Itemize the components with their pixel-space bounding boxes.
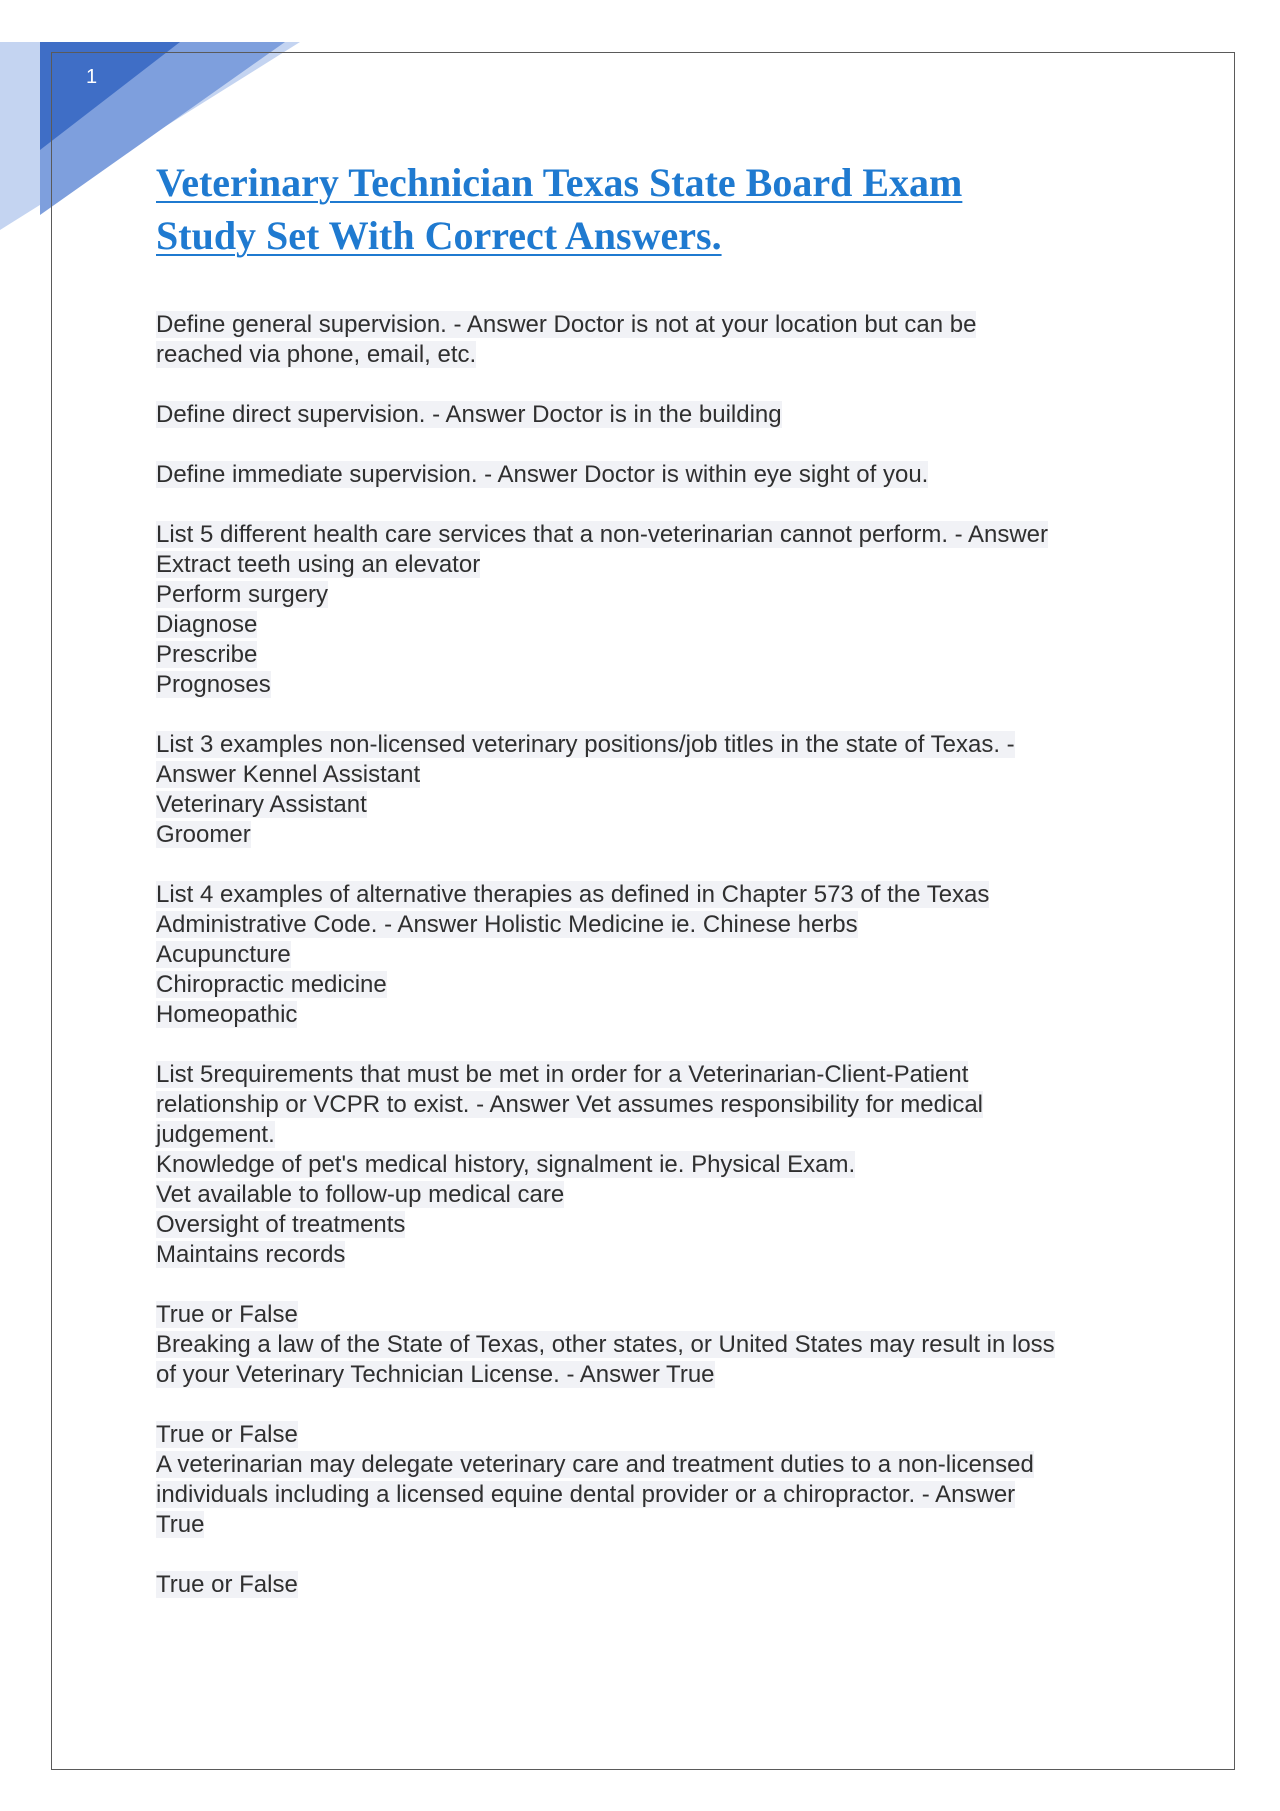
- qa-answer-line: [156, 1210, 1146, 1240]
- qa-text: Administrative Code. - Answer Holistic Medicine ie. Chinese herbs: [156, 911, 858, 938]
- qa-answer-line: [156, 580, 1146, 610]
- qa-text: Homeopathic: [156, 1001, 298, 1028]
- qa-text: Chiropractic medicine: [156, 971, 387, 998]
- qa-text: Define direct supervision. - Answer Doctor is in the building: [156, 401, 782, 428]
- qa-text: Maintains records: [156, 1241, 346, 1268]
- qa-text: True or False: [156, 1421, 298, 1448]
- qa-text: List 4 examples of alternative therapies as defined in Chapter 573 of the Texas: [156, 881, 990, 908]
- qa-answer-line: [156, 940, 1146, 970]
- qa-text: True: [156, 1511, 205, 1538]
- qa-text: List 3 examples non-licensed veterinary positions/job titles in the state of Texas. -: [156, 731, 1015, 758]
- qa-answer-line: [156, 1090, 1146, 1120]
- qa-answer-line: [156, 1450, 1146, 1480]
- qa-text: judgement.: [156, 1121, 275, 1148]
- title-line: Veterinary Technician Texas State Board Exam: [156, 160, 963, 205]
- document-title[interactable]: [156, 156, 1116, 262]
- qa-question-line: [156, 520, 1146, 550]
- qa-answer-line: [156, 1000, 1146, 1030]
- qa-text: True or False: [156, 1571, 298, 1598]
- qa-text: A veterinarian may delegate veterinary care and treatment duties to a non-licensed: [156, 1451, 1034, 1478]
- qa-item: [156, 730, 1146, 850]
- qa-answer-line: [156, 1240, 1146, 1270]
- page-number: 1: [86, 66, 98, 88]
- qa-text: Oversight of treatments: [156, 1211, 406, 1238]
- qa-text: Breaking a law of the State of Texas, other states, or United States may result in loss: [156, 1331, 1055, 1358]
- qa-text: Define immediate supervision. - Answer Doctor is within eye sight of you.: [156, 461, 929, 488]
- qa-answer-line: [156, 610, 1146, 640]
- qa-text: Diagnose: [156, 611, 258, 638]
- qa-question-line: [156, 1570, 1146, 1600]
- qa-answer-line: [156, 1480, 1146, 1510]
- qa-question-line: [156, 1300, 1146, 1330]
- qa-answer-line: [156, 1150, 1146, 1180]
- qa-text: List 5 different health care services that a non-veterinarian cannot perform. - Answer: [156, 521, 1049, 548]
- qa-item: [156, 460, 1146, 490]
- qa-text: individuals including a licensed equine dental provider or a chiropractor. - Answer: [156, 1481, 1016, 1508]
- qa-answer-line: [156, 340, 1146, 370]
- qa-question-line: [156, 880, 1146, 910]
- qa-question-line: [156, 460, 1146, 490]
- qa-answer-line: [156, 970, 1146, 1000]
- qa-item: [156, 1300, 1146, 1390]
- qa-text: Prognoses: [156, 671, 271, 698]
- qa-item: [156, 310, 1146, 370]
- qa-text: Vet available to follow-up medical care: [156, 1181, 565, 1208]
- qa-text: of your Veterinary Technician License. - Answer True: [156, 1361, 715, 1388]
- qa-item: [156, 520, 1146, 700]
- qa-answer-line: [156, 670, 1146, 700]
- qa-list: [156, 310, 1146, 1630]
- qa-answer-line: [156, 760, 1146, 790]
- qa-item: [156, 880, 1146, 1030]
- qa-answer-line: [156, 910, 1146, 940]
- qa-question-line: [156, 310, 1146, 340]
- qa-question-line: [156, 400, 1146, 430]
- qa-text: relationship or VCPR to exist. - Answer Vet assumes responsibility for medical: [156, 1091, 984, 1118]
- qa-item: [156, 1420, 1146, 1540]
- qa-question-line: [156, 1060, 1146, 1090]
- title-line: Study Set With Correct Answers.: [156, 213, 722, 258]
- qa-item: [156, 1060, 1146, 1270]
- qa-text: Veterinary Assistant: [156, 791, 367, 818]
- qa-text: Groomer: [156, 821, 251, 848]
- qa-question-line: [156, 730, 1146, 760]
- qa-answer-line: [156, 1180, 1146, 1210]
- qa-question-line: [156, 1420, 1146, 1450]
- qa-answer-line: [156, 820, 1146, 850]
- qa-text: Define general supervision. - Answer Doctor is not at your location but can be: [156, 311, 977, 338]
- qa-answer-line: [156, 550, 1146, 580]
- qa-answer-line: [156, 790, 1146, 820]
- qa-text: Acupuncture: [156, 941, 291, 968]
- qa-text: Perform surgery: [156, 581, 329, 608]
- qa-item: [156, 1570, 1146, 1600]
- qa-answer-line: [156, 1510, 1146, 1540]
- qa-text: Answer Kennel Assistant: [156, 761, 421, 788]
- qa-answer-line: [156, 1120, 1146, 1150]
- qa-text: Knowledge of pet's medical history, signalment ie. Physical Exam.: [156, 1151, 856, 1178]
- qa-text: List 5requirements that must be met in order for a Veterinarian-Client-Patient: [156, 1061, 969, 1088]
- qa-answer-line: [156, 1330, 1146, 1360]
- qa-text: True or False: [156, 1301, 298, 1328]
- qa-answer-line: [156, 640, 1146, 670]
- qa-answer-line: [156, 1360, 1146, 1390]
- qa-text: Extract teeth using an elevator: [156, 551, 481, 578]
- qa-item: [156, 400, 1146, 430]
- qa-text: reached via phone, email, etc.: [156, 341, 477, 368]
- qa-text: Prescribe: [156, 641, 258, 668]
